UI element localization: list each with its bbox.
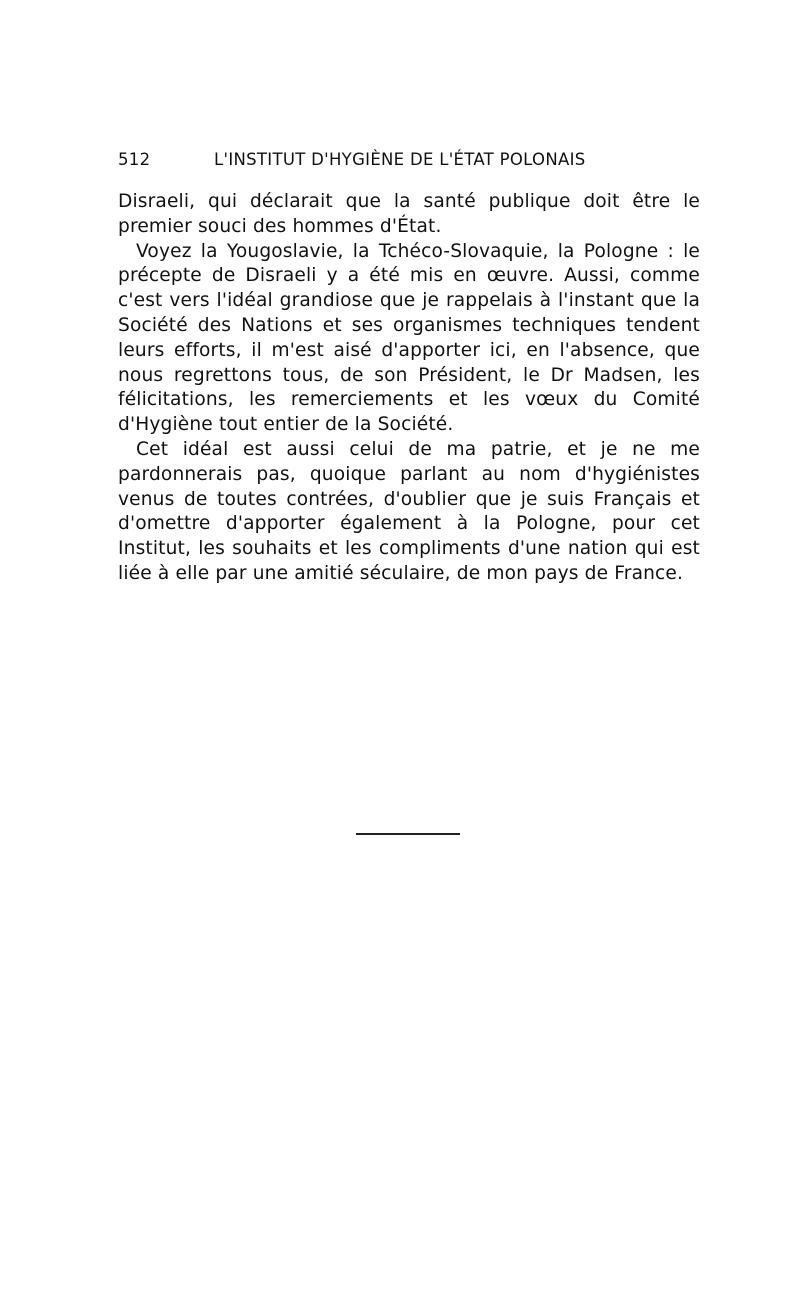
running-header <box>118 150 648 172</box>
page-number: 512 <box>118 150 151 169</box>
section-end-rule <box>356 833 460 835</box>
body-text <box>118 190 700 587</box>
paragraph-ideal-patrie: Cet idéal est aussi celui de ma patrie, et je ne me pardonnerais pas, quoique parlant au nom d'hygiénistes venus de toutes contrées, d'oublier que je suis Français et d'omettre d'apporter également à la Pologne, pour cet Institut, les souhaits et les compliments d'une nation qui est liée à elle par une amitié séculaire, de mon pays de France. <box>118 438 700 584</box>
paragraph-continuation: Disraeli, qui déclarait que la santé publique doit être le premier souci des hommes d'État. <box>118 191 700 237</box>
running-title: L'INSTITUT D'HYGIÈNE DE L'ÉTAT POLONAIS <box>214 150 586 169</box>
paragraph-disraeli-precept: Voyez la Yougoslavie, la Tchéco-Slovaquie, la Pologne : le précepte de Disraeli y a été mis en œuvre. Aussi, comme c'est vers l'idéal grandiose que je rappelais à l'instant que la Société des Nations et ses organismes techniques tendent leurs efforts, il m'est aisé d'apporter ici, en l'absence, que nous regrettons tous, de son Président, le Dr Madsen, les félicitations, les remerciements et les vœux du Comité d'Hygiène tout entier de la Société. <box>118 240 700 436</box>
